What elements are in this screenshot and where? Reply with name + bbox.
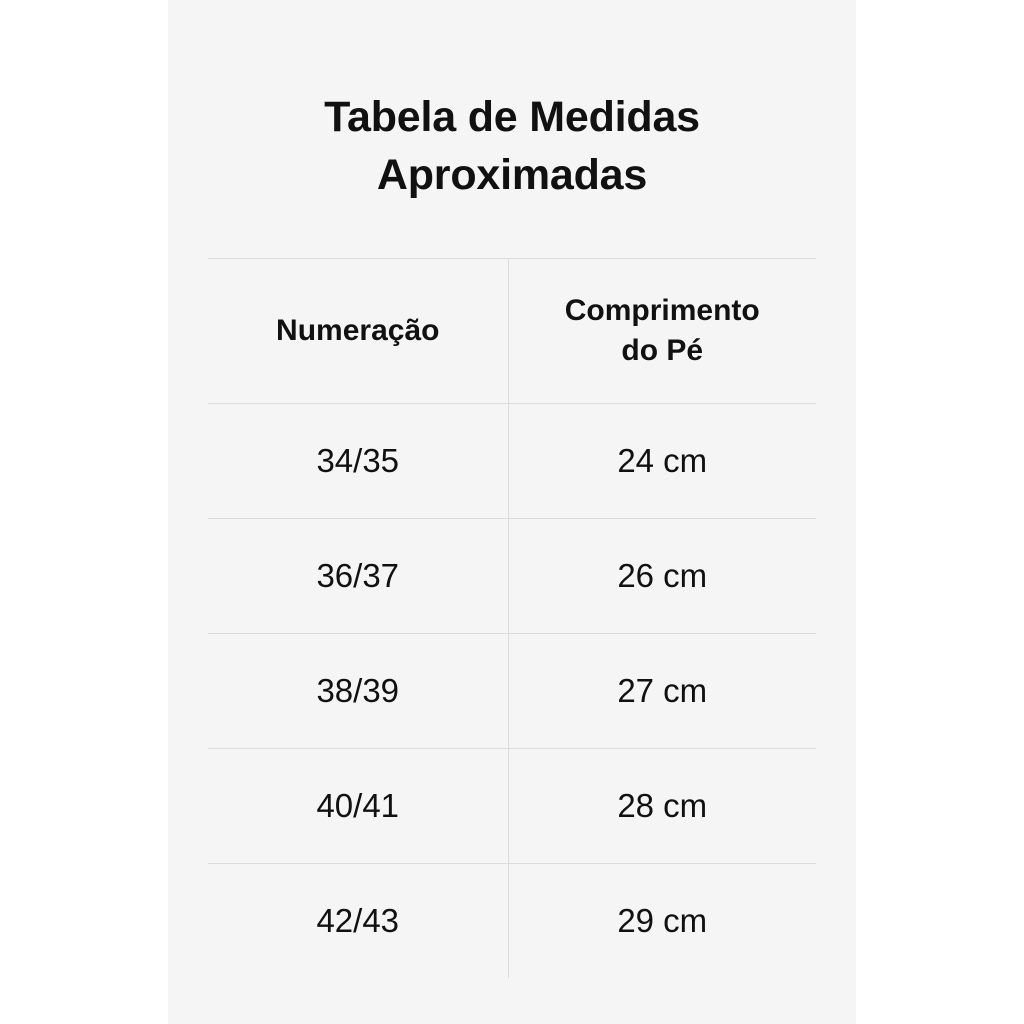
size-table <box>208 258 816 978</box>
column-header-comprimento-line-1: Comprimento <box>564 294 760 328</box>
page-title-line-2: Aproximadas <box>376 151 648 200</box>
cell-comprimento: 24 cm <box>508 404 816 519</box>
page-title <box>168 88 856 204</box>
table-row <box>208 749 816 864</box>
cell-numeracao: 40/41 <box>208 749 508 864</box>
column-header-comprimento-line-2: do Pé <box>621 334 704 367</box>
table-header-row <box>208 259 816 404</box>
table-row <box>208 404 816 519</box>
page-title-line-1: Tabela de Medidas <box>324 93 700 141</box>
cell-numeracao: 42/43 <box>208 864 508 979</box>
cell-numeracao: 38/39 <box>208 634 508 749</box>
table-row <box>208 634 816 749</box>
column-header-comprimento <box>508 259 816 404</box>
content-area <box>168 0 856 1024</box>
cell-comprimento: 28 cm <box>508 749 816 864</box>
column-header-numeracao: Numeração <box>208 259 508 404</box>
cell-numeracao: 34/35 <box>208 404 508 519</box>
table-row <box>208 519 816 634</box>
cell-comprimento: 29 cm <box>508 864 816 979</box>
cell-comprimento: 26 cm <box>508 519 816 634</box>
cell-numeracao: 36/37 <box>208 519 508 634</box>
size-table-wrapper <box>208 258 816 978</box>
column-divider-tail <box>508 940 509 962</box>
table-row <box>208 864 816 979</box>
cell-comprimento: 27 cm <box>508 634 816 749</box>
